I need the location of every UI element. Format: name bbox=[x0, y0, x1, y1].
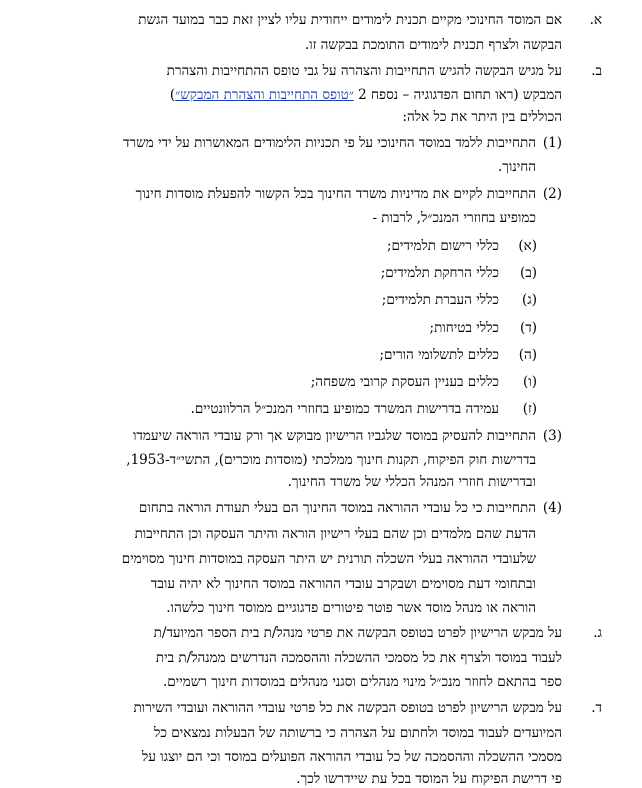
subitem-1-line-1: התחייבות ללמד במוסד החינוכי על פי תכניות הלימודים המאושרות על ידי משרד bbox=[123, 135, 536, 151]
sub-item-3: כללי העברת תלמידים; bbox=[381, 292, 499, 308]
item-g-line-2: לעבוד במוסד ולצרף את כל מסמכי ההשכלה וההסמכה הנדרשים ממנהל/ת בית bbox=[155, 650, 562, 666]
subitem-3-line-3: ובדרישות חוזרי המנהל הכללי של משרד החינוך. bbox=[287, 474, 536, 490]
item-g-line-1: על מבקש הרישיון לפרט בטופס הבקשה את פרטי מנהל/ת בית הספר המיועד/ת bbox=[153, 625, 562, 641]
sub-item-2: כללי הרחקת תלמידים; bbox=[380, 265, 499, 281]
sub-item-7: עמידה בדרישות המשרד כמופיע בחוזרי המנכ״ל הרלוונטיים. bbox=[190, 401, 499, 417]
sub-marker-b: (ב) bbox=[519, 265, 537, 281]
item-marker-g: ג. bbox=[593, 625, 602, 641]
item-a-line-2: הבקשה ולצרף תכנית לימודים התומכת בבקשה זו. bbox=[304, 37, 562, 53]
sub-item-5: כללים לתשלומי הורים; bbox=[379, 347, 499, 363]
item-b-line-2: המבקש (ראו תחום הפדגוגיה – נספח 2 ״טופס התחייבות והצהרת המבקש״) bbox=[169, 87, 562, 103]
subitem-4-line-4: ובתחומי דעת מסוימים ושבקרב עובדי ההוראה במוסד החינוך לא יהיה עובד bbox=[150, 576, 536, 592]
sub-item-1: כללי רישום תלמידים; bbox=[386, 238, 499, 254]
subitem-4-line-5: הוראה או מנהל מוסד אשר פוטר פיטורים פדגוגיים ממוסד חינוך כלשהו. bbox=[166, 600, 536, 616]
subitem-marker-1: (1) bbox=[542, 135, 562, 151]
item-d-line-4: פי דרישת הפיקוח על המוסד בכל עת שיידרשו לכך. bbox=[296, 771, 562, 787]
subitem-4-line-1: התחייבות כי כל עובדי ההוראה במוסד החינוך הם בעלי תעודת הוראה בתחום bbox=[138, 500, 536, 516]
subitem-3-line-2: בדרישות חוק הפיקוח, תקנות חינוך ממלכתי (מוסדות מוכרים), התשי״ד-1953, bbox=[126, 452, 536, 468]
item-d-line-2: המיועדים לעבוד במוסד ולחתום על הצהרה כי ברשותה של הבעלות נמצאים כל bbox=[154, 725, 562, 741]
item-marker-b: ב. bbox=[591, 63, 602, 79]
sub-marker-g: (ג) bbox=[522, 292, 537, 308]
subitem-2-line-1: התחייבות לקיים את מדיניות משרד החינוך בכל הקשור להפעלת מוסדות חינוך bbox=[135, 186, 536, 202]
sub-marker-v: (ו) bbox=[523, 374, 537, 390]
item-g-line-3: ספר בהתאם לחוזר מנכ״ל מינוי מנהלים וסגני מנהלים במוסדות חינוך רשמיים. bbox=[162, 674, 562, 690]
sub-marker-a: (א) bbox=[518, 238, 537, 254]
subitem-1-line-2: החינוך. bbox=[497, 159, 536, 175]
sub-marker-h: (ה) bbox=[518, 347, 537, 363]
subitem-marker-3: (3) bbox=[542, 428, 562, 444]
item-d-line-3: מסמכי ההשכלה וההסמכה של כל עובדי ההוראה הפועלים במוסד וכי הם יוצגו על bbox=[141, 749, 562, 765]
item-marker-a: א. bbox=[589, 12, 602, 28]
sub-marker-z: (ז) bbox=[522, 401, 537, 417]
item-b-line-3: הכוללים בין היתר את כל אלה: bbox=[402, 109, 562, 125]
subitem-4-line-2: הדעת שהם מלמדים וכן שהם בעלי רישיון הוראה והיתר העסקה וכן התחייבות bbox=[134, 526, 536, 542]
sub-item-6: כללים בעניין העסקת קרובי משפחה; bbox=[310, 374, 499, 390]
form-link[interactable]: ״טופס התחייבות והצהרת המבקש״ bbox=[175, 87, 354, 103]
item-a-line-1: אם המוסד החינוכי מקיים תכנית לימודים ייחודית עליו לציין זאת כבר במועד הגשת bbox=[138, 12, 562, 28]
subitem-4-line-3: שלעובדי ההוראה בעלי השכלה תורנית יש היתר העסקה במוסדות חינוך מסוימים bbox=[121, 551, 536, 567]
sub-marker-d: (ד) bbox=[519, 320, 537, 336]
item-d-line-1: על מבקש הרישיון לפרט בטופס הבקשה את כל פרטי עובדי ההוראה ועובדי השירות bbox=[133, 700, 562, 716]
subitem-2-line-2: כמופיע בחוזרי המנכ״ל, לרבות - bbox=[372, 210, 536, 226]
item-marker-d: ד. bbox=[591, 700, 602, 716]
subitem-marker-4: (4) bbox=[542, 500, 562, 516]
subitem-marker-2: (2) bbox=[542, 186, 562, 202]
item-b-line-1: על מגיש הבקשה להגיש התחייבות והצהרה על גבי טופס ההתחייבות והצהרת bbox=[166, 63, 562, 79]
sub-item-4: כללי בטיחות; bbox=[429, 320, 499, 336]
subitem-3-line-1: התחייבות להעסיק במוסד שלגביו הרישיון מבוקש אך ורק עובדי הוראה שיעמדו bbox=[132, 428, 536, 444]
